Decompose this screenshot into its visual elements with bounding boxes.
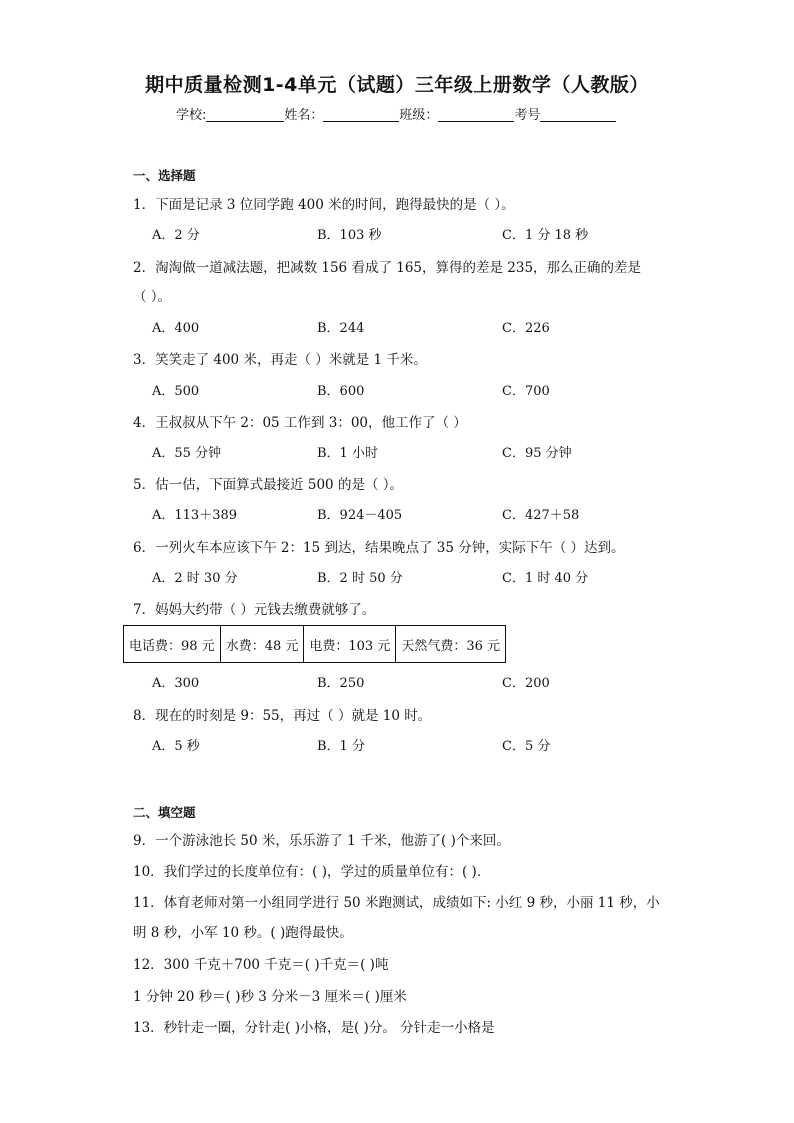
- option-6b[interactable]: B．2 时 50 分: [317, 571, 403, 586]
- school-label: 学校:: [176, 108, 207, 123]
- option-7c[interactable]: C．200: [502, 676, 550, 691]
- question-8: 8．现在的时刻是 9：55，再过（ ）就是 10 时。: [133, 708, 432, 724]
- fee-phone: 电话费：98 元: [124, 626, 221, 663]
- question-1: 1．下面是记录 3 位同学跑 400 米的时间，跑得最快的是（ ）。: [133, 197, 515, 213]
- question-12-cont: 1 分钟 20 秒＝( )秒 3 分米－3 厘米＝( )厘米: [133, 989, 407, 1005]
- question-13: 13．秒针走一圈，分针走( )小格，是( )分。 分针走一小格是: [133, 1020, 495, 1036]
- option-3a[interactable]: A．500: [152, 384, 200, 399]
- exam-no-blank[interactable]: [540, 107, 616, 122]
- exam-no-label: 考号: [514, 108, 541, 123]
- fee-gas: 天然气费：36 元: [396, 626, 506, 663]
- question-5: 5．估一估，下面算式最接近 500 的是（ ）。: [133, 477, 403, 493]
- section-title-fill: 二、填空题: [133, 805, 196, 820]
- class-label: 班级：: [399, 108, 439, 123]
- option-2c[interactable]: C．226: [502, 321, 550, 336]
- question-12: 12．300 千克＋700 千克＝( )千克＝( )吨: [133, 957, 389, 973]
- option-5a[interactable]: A．113＋389: [152, 508, 238, 523]
- table-row: [124, 626, 506, 663]
- option-6c[interactable]: C．1 时 40 分: [502, 571, 589, 586]
- question-11: 11．体育老师对第一小组同学进行 50 米跑测试，成绩如下: 小红 9 秒，小丽 11 秒，小: [133, 895, 660, 911]
- option-8a[interactable]: A．5 秒: [152, 739, 200, 754]
- option-3c[interactable]: C．700: [502, 384, 550, 399]
- question-11-cont: 明 8 秒，小军 10 秒。( )跑得最快。: [133, 925, 353, 941]
- page-title: 期中质量检测1-4单元（试题）三年级上册数学（人教版）: [145, 74, 649, 96]
- option-8c[interactable]: C．5 分: [502, 739, 551, 754]
- question-9: 9．一个游泳池长 50 米，乐乐游了 1 千米，他游了( )个来回。: [133, 833, 510, 849]
- name-blank[interactable]: [323, 107, 399, 122]
- option-1a[interactable]: A．2 分: [152, 228, 200, 243]
- fee-electricity: 电费：103 元: [304, 626, 396, 663]
- option-7a[interactable]: A．300: [152, 676, 200, 691]
- class-blank[interactable]: [438, 107, 514, 122]
- question-10: 10．我们学过的长度单位有：( )，学过的质量单位有：( )．: [133, 864, 491, 880]
- question-3: 3．笑笑走了 400 米，再走（ ）米就是 1 千米。: [133, 352, 427, 368]
- option-1c[interactable]: C．1 分 18 秒: [502, 228, 589, 243]
- option-4b[interactable]: B．1 小时: [317, 446, 378, 461]
- option-2b[interactable]: B．244: [317, 321, 365, 336]
- question-4: 4．王叔叔从下午 2：05 工作到 3：00，他工作了（ ）: [133, 415, 467, 431]
- question-2: 2．淘淘做一道减法题，把减数 156 看成了 165，算得的差是 235，那么正确的差是: [133, 260, 642, 276]
- fee-water: 水费：48 元: [220, 626, 304, 663]
- option-5c[interactable]: C．427＋58: [502, 508, 580, 523]
- option-8b[interactable]: B．1 分: [317, 739, 365, 754]
- fee-table: [123, 625, 506, 663]
- option-4a[interactable]: A．55 分钟: [152, 446, 222, 461]
- option-6a[interactable]: A．2 时 30 分: [152, 571, 238, 586]
- option-3b[interactable]: B．600: [317, 384, 365, 399]
- student-info-line: [176, 104, 616, 123]
- option-7b[interactable]: B．250: [317, 676, 365, 691]
- section-title-choice: 一、选择题: [133, 168, 196, 183]
- school-blank[interactable]: [206, 107, 284, 122]
- name-label: 姓名：: [284, 108, 324, 123]
- option-4c[interactable]: C．95 分钟: [502, 446, 572, 461]
- option-2a[interactable]: A．400: [152, 321, 200, 336]
- question-6: 6．一列火车本应该下午 2：15 到达，结果晚点了 35 分钟，实际下午（ ）达到。: [133, 540, 625, 556]
- question-7: 7．妈妈大约带（ ）元钱去缴费就够了。: [133, 602, 376, 618]
- question-2-cont: （ ）。: [133, 289, 172, 305]
- option-5b[interactable]: B．924－405: [317, 508, 403, 523]
- option-1b[interactable]: B．103 秒: [317, 228, 382, 243]
